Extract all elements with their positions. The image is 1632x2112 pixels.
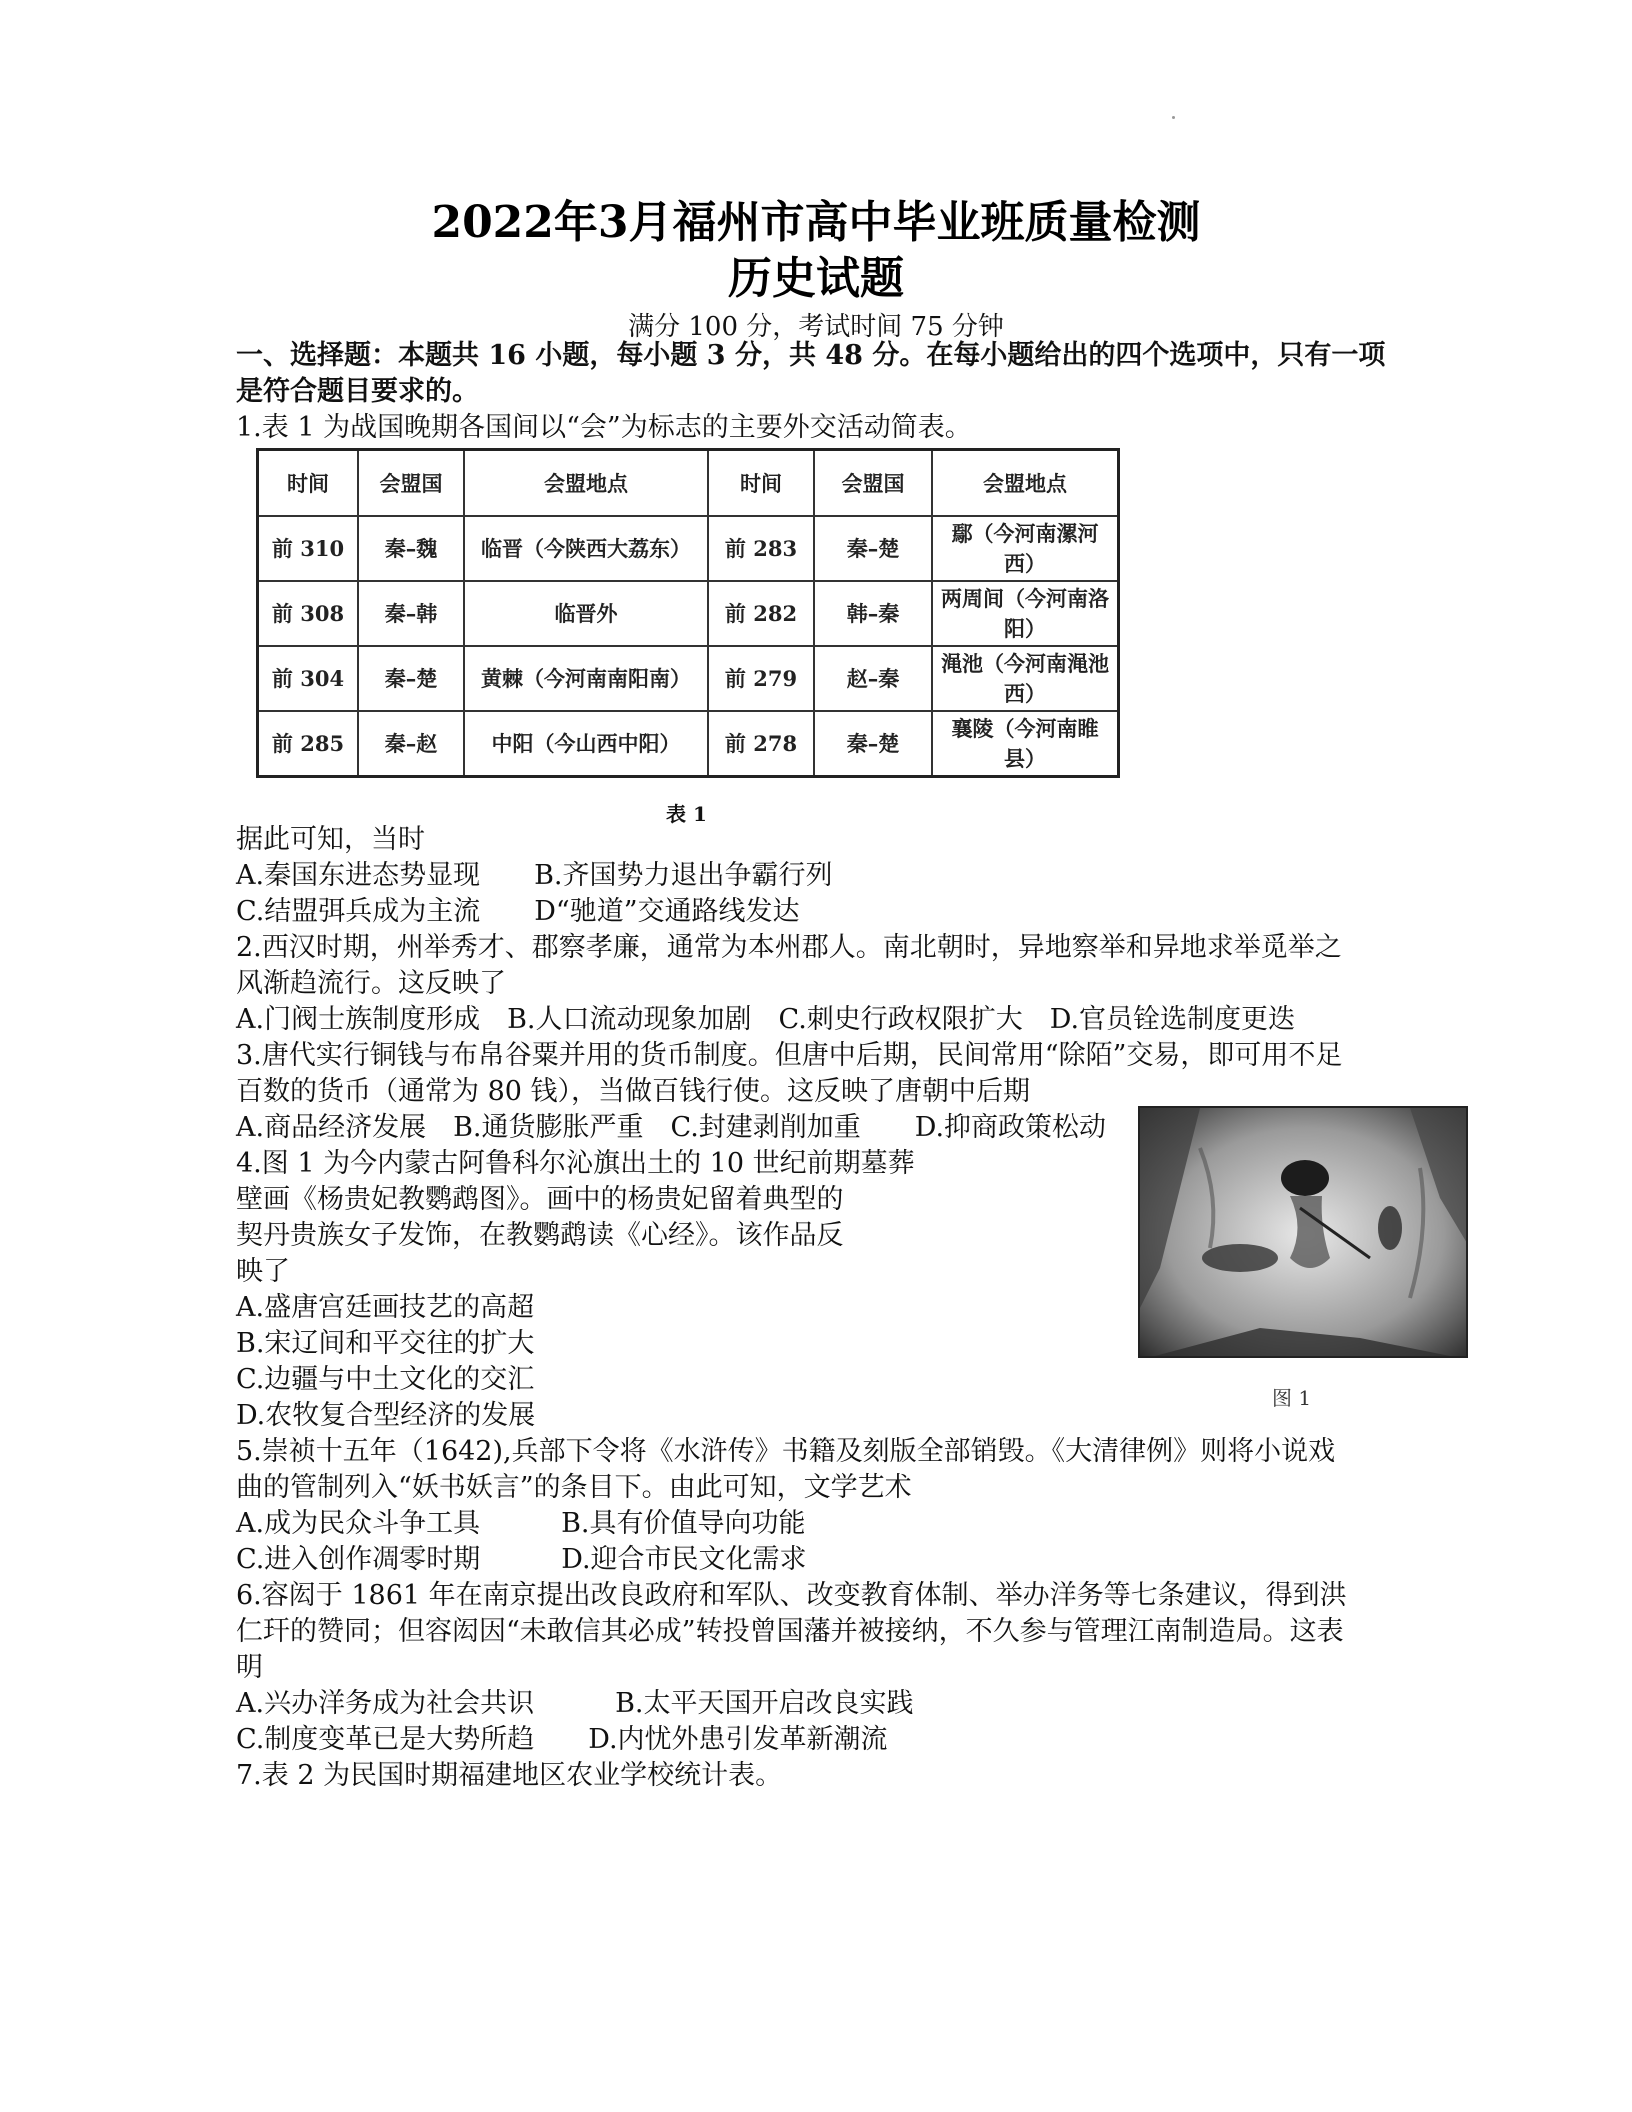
table-header-cell: 会盟地点 [464,450,708,516]
table-row [258,711,1119,777]
table-cell: 黄棘（今河南南阳南） [464,646,708,711]
exam-title: 2022年3月福州市高中毕业班质量检测 [431,197,1201,248]
q6-options-2: C.制度变革已是大势所趋 D.内忧外患引发革新潮流 [236,1724,888,1755]
q2-stem-1: 2.西汉时期，州举秀才、郡察孝廉，通常为本州郡人。南北朝时，异地察举和异地求举觅举之 [236,932,1342,963]
exam-subject: 历史试题 [728,253,904,304]
table-cell: 渑池（今河南渑池西） [932,646,1119,711]
q3-stem-2: 百数的货币（通常为 80 钱），当做百钱行使。这反映了唐朝中后期 [236,1076,1031,1107]
q4-option-d: D.农牧复合型经济的发展 [236,1400,536,1431]
table-cell: 中阳（今山西中阳） [464,711,708,777]
q1-table [256,448,1120,778]
mural-image [1140,1108,1468,1358]
q5-options-1: A.成为民众斗争工具 B.具有价值导向功能 [236,1508,806,1539]
q4-stem-1: 4.图 1 为今内蒙古阿鲁科尔沁旗出土的 10 世纪前期墓葬 [236,1148,915,1179]
table-cell: 秦–韩 [358,581,464,646]
table-cell: 秦–赵 [358,711,464,777]
q1-stem: 1.表 1 为战国晚期各国间以“会”为标志的主要外交活动简表。 [236,412,972,443]
table-cell: 前 279 [708,646,814,711]
table-header-cell: 时间 [708,450,814,516]
table-header-row [258,450,1119,516]
q1-lead: 据此可知，当时 [236,824,425,855]
table-header-cell: 时间 [258,450,359,516]
table-cell: 秦–楚 [814,516,932,581]
table-cell: 前 285 [258,711,359,777]
exam-meta: 满分 100 分，考试时间 75 分钟 [628,312,1004,342]
q4-stem-4: 映了 [236,1256,290,1287]
table-cell: 前 283 [708,516,814,581]
q1-options-2: C.结盟弭兵成为主流 D“驰道”交通路线发达 [236,896,800,927]
table-row [258,581,1119,646]
table-cell: 赵–秦 [814,646,932,711]
table-cell: 韩–秦 [814,581,932,646]
q4-stem-2: 壁画《杨贵妃教鹦鹉图》。画中的杨贵妃留着典型的 [236,1184,844,1215]
table-header-cell: 会盟地点 [932,450,1119,516]
q4-stem-3: 契丹贵族女子发饰，在教鹦鹉读《心经》。该作品反 [236,1220,844,1251]
table-cell: 前 304 [258,646,359,711]
table-cell: 秦–楚 [814,711,932,777]
q5-options-2: C.进入创作凋零时期 D.迎合市民文化需求 [236,1544,807,1575]
q4-option-b: B.宋辽间和平交往的扩大 [236,1328,535,1359]
q5-stem-1: 5.崇祯十五年（1642),兵部下令将《水浒传》书籍及刻版全部销毁。《大清律例》则将小说戏 [236,1436,1336,1467]
table-cell: 襄陵（今河南睢县） [932,711,1119,777]
table-cell: 临晋（今陕西大荔东） [464,516,708,581]
q6-stem-2: 仁玕的赞同；但容闳因“未敢信其必成”转投曾国藩并被接纳，不久参与管理江南制造局。这表 [236,1616,1344,1647]
table-header-cell: 会盟国 [358,450,464,516]
section-heading-line2: 是符合题目要求的。 [236,376,479,407]
q4-option-a: A.盛唐宫廷画技艺的高超 [236,1292,535,1323]
table-cell: 临晋外 [464,581,708,646]
table-row [258,516,1119,581]
table-cell: 前 282 [708,581,814,646]
q6-options-1: A.兴办洋务成为社会共识 B.太平天国开启改良实践 [236,1688,914,1719]
table-cell: 前 308 [258,581,359,646]
table-cell: 鄢（今河南漯河西） [932,516,1119,581]
q4-option-c: C.边疆与中土文化的交汇 [236,1364,535,1395]
table-row [258,646,1119,711]
q3-options: A.商品经济发展 B.通货膨胀严重 C.封建剥削加重 D.抑商政策松动 [236,1112,1107,1143]
figure-caption: 图 1 [1272,1386,1312,1410]
q2-options: A.门阀士族制度形成 B.人口流动现象加剧 C.刺史行政权限扩大 D.官员铨选制度更迭 [236,1004,1296,1035]
section-heading-line1: 一、选择题：本题共 16 小题，每小题 3 分，共 48 分。在每小题给出的四个选项中，只有一项 [236,340,1386,371]
q7-stem: 7.表 2 为民国时期福建地区农业学校统计表。 [236,1760,783,1791]
table-cell: 秦–楚 [358,646,464,711]
table-header-cell: 会盟国 [814,450,932,516]
q6-stem-3: 明 [236,1652,263,1683]
table-cell: 前 278 [708,711,814,777]
table-cell: 秦–魏 [358,516,464,581]
q5-stem-2: 曲的管制列入“妖书妖言”的条目下。由此可知，文学艺术 [236,1472,912,1503]
q6-stem-1: 6.容闳于 1861 年在南京提出改良政府和军队、改变教育体制、举办洋务等七条建议，得到洪 [236,1580,1347,1611]
table-cell: 前 310 [258,516,359,581]
q1-options-1: A.秦国东进态势显现 B.齐国势力退出争霸行列 [236,860,833,891]
table-caption: 表 1 [666,802,707,826]
q3-stem-1: 3.唐代实行铜钱与布帛谷粟并用的货币制度。但唐中后期，民间常用“除陌”交易，即可用不足 [236,1040,1343,1071]
scan-speck [1172,116,1175,119]
table-cell: 两周间（今河南洛阳） [932,581,1119,646]
q2-stem-2: 风渐趋流行。这反映了 [236,968,506,999]
mural-figure [1138,1106,1468,1358]
